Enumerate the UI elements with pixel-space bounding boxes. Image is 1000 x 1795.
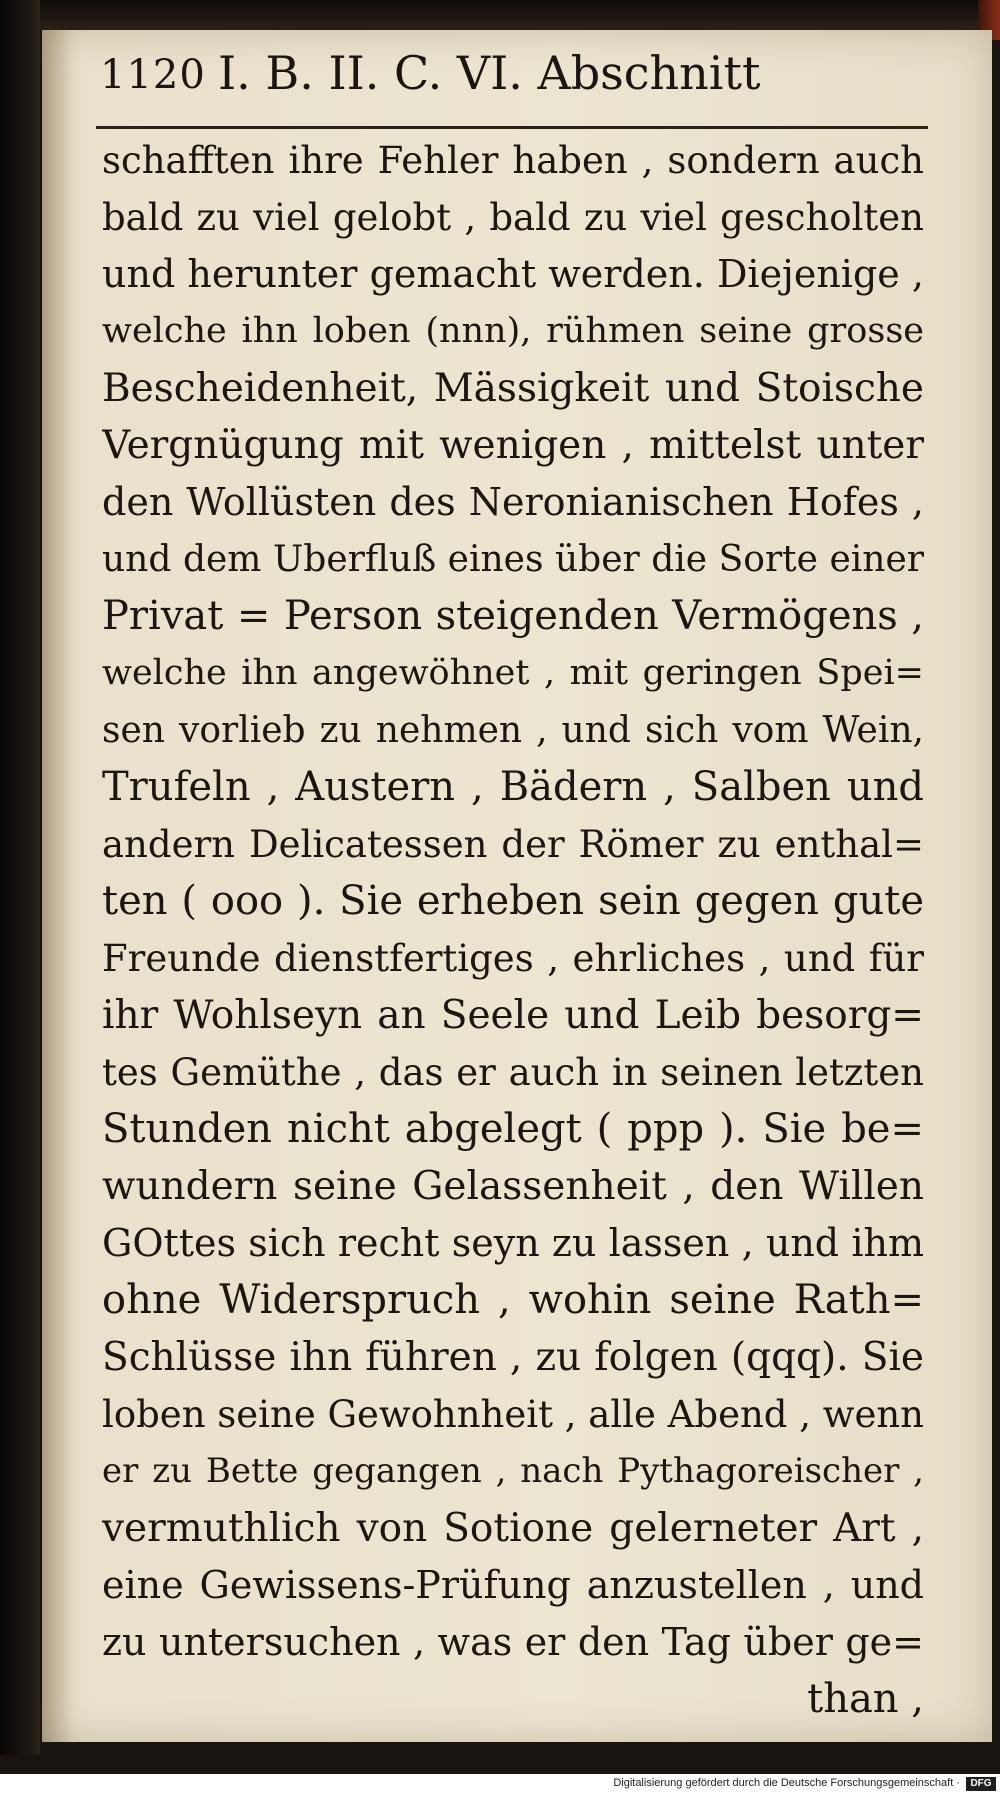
text-line: tes Gemüthe , das er auch in seinen letzten [102,1051,924,1094]
text-line: den Wollüsten des Neronianischen Hofes , [102,480,924,524]
body-text [102,132,924,1728]
text-line: er zu Bette gegangen , nach Pythagoreischer , [102,1451,924,1491]
text-line: bald zu viel gelobt , bald zu viel gescholten [102,196,924,239]
scan-top-edge [0,0,1000,30]
text-line: welche ihn angewöhnet , mit geringen Spei= [102,653,924,693]
funding-credit: Digitalisierung gefördert durch die Deutsche Forschungsgemeinschaft · [613,1777,960,1789]
text-line: ihr Wohlseyn an Seele und Leib besorg= [102,993,924,1038]
text-line: und herunter gemacht werden. Diejenige , [102,252,924,296]
text-line-final: than , [807,1676,924,1722]
text-line: Bescheidenheit, Mässigkeit und Stoische [102,366,924,411]
running-head: I. B. II. C. VI. Abschnitt [218,46,761,100]
text-line: GOttes sich recht seyn zu lassen , und ihm [102,1221,924,1265]
text-line: zu untersuchen , was er den Tag über ge= [102,1620,924,1664]
text-line: Schlüsse ihn führen , zu folgen (qqq). Sie [102,1335,924,1380]
text-line: ten ( ooo ). Sie erheben sein gegen gute [102,878,924,924]
text-line: ohne Widerspruch , wohin seine Rath= [102,1277,924,1323]
text-line: schafften ihre Fehler haben , sondern auch [102,139,924,182]
text-line: eine Gewissens-Prüfung anzustellen , und [102,1563,924,1607]
text-line: Freunde dienstfertiges , ehrliches , und für [102,937,924,980]
text-line: Trufeln , Austern , Bädern , Salben und [102,764,924,810]
text-line: welche ihn loben (nnn), rühmen seine grosse [102,311,924,351]
dfg-logo: DFG [966,1777,996,1791]
header-rule [96,126,928,129]
page-header [100,38,920,120]
text-line: Vergnügung mit wenigen , mittelst unter [102,423,924,468]
text-line: loben seine Gewohnheit , alle Abend , wenn [102,1393,924,1436]
text-line: und dem Uberfluß eines über die Sorte einer [102,539,924,580]
text-line: andern Delicatessen der Römer zu enthal= [102,823,924,866]
text-line: sen vorlieb zu nehmen , und sich vom Wein, [102,710,924,751]
page-gutter-shadow [42,30,72,1742]
text-line: Stunden nicht abgelegt ( ppp ). Sie be= [102,1106,924,1152]
text-line: wundern seine Gelassenheit , den Willen [102,1164,924,1209]
book-spine [0,0,40,1755]
text-line: vermuthlich von Sotione gelerneter Art , [102,1506,924,1551]
page-number: 1120 [100,52,206,98]
digitization-footer [0,1774,1000,1795]
text-line: Privat = Person steigenden Vermögens , [102,593,924,639]
